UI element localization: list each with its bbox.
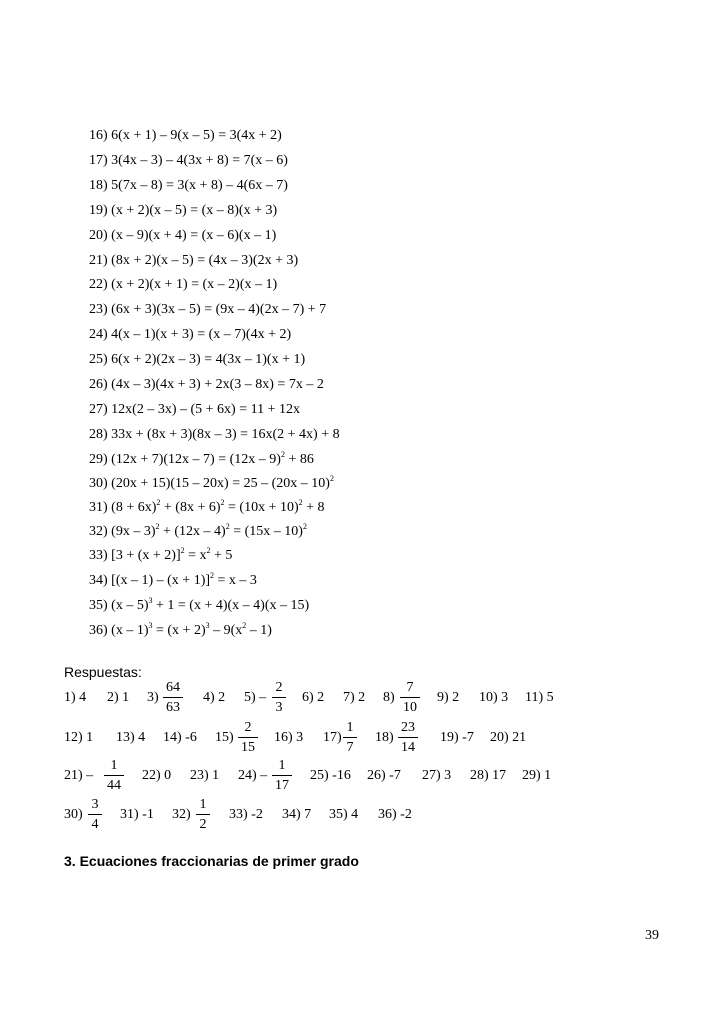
section-title: 3. Ecuaciones fraccionarias de primer grado	[64, 853, 359, 869]
answers-title: Respuestas:	[64, 664, 142, 680]
answer-34: 34) 7	[282, 807, 312, 822]
equation-33: 33) $[3 + (x + 2)]^2 = x^2 + 5$	[89, 546, 233, 563]
equation-24: 24) 4(x – 1)(x + 3) = (x – 7)(4x + 2)	[89, 327, 292, 342]
answer-23: 23) 1	[190, 768, 220, 783]
answer-18: 18)	[375, 730, 394, 745]
equation-23: 23) (6x + 3)(3x – 5) = (9x – 4)(2x – 7) + 7	[89, 302, 327, 317]
answer-8-fraction: 7 10	[400, 680, 420, 716]
answer-33: 33) -2	[229, 807, 263, 822]
answer-5-fraction: 2 3	[272, 680, 286, 716]
answer-21-fraction: 1 44	[104, 758, 124, 794]
answer-6: 6) 2	[302, 690, 325, 705]
equation-31: 31) $(8 + 6x)^2 + (8x + 6)^2 = (10x + 10)^2 + 8$	[89, 498, 325, 515]
answer-18-fraction: 23 14	[398, 720, 418, 756]
answer-30: 30)	[64, 807, 83, 822]
answer-29: 29) 1	[522, 768, 552, 783]
answer-11: 11) 5	[525, 690, 554, 705]
answer-24-fraction: 1 17	[272, 758, 292, 794]
answer-4: 4) 2	[203, 690, 226, 705]
answer-9: 9) 2	[437, 690, 460, 705]
answer-15: 15)	[215, 730, 234, 745]
equation-21: 21) (8x + 2)(x – 5) = (4x – 3)(2x + 3)	[89, 253, 299, 268]
answer-25: 25) -16	[310, 768, 351, 783]
answer-31: 31) -1	[120, 807, 154, 822]
answer-26: 26) -7	[367, 768, 401, 783]
answer-10: 10) 3	[479, 690, 509, 705]
equation-22: 22) (x + 2)(x + 1) = (x – 2)(x – 1)	[89, 277, 278, 292]
answer-5: 5) –	[244, 690, 267, 705]
equation-26: 26) (4x – 3)(4x + 3) + 2x(3 – 8x) = 7x – 2	[89, 377, 324, 392]
answer-21: 21) –	[64, 768, 94, 783]
equation-20: 20) (x – 9)(x + 4) = (x – 6)(x – 1)	[89, 228, 277, 243]
answer-16: 16) 3	[274, 730, 304, 745]
equation-18: 18) 5(7x – 8) = 3(x + 8) – 4(6x – 7)	[89, 178, 288, 193]
answer-35: 35) 4	[329, 807, 359, 822]
answer-3: 3)	[147, 690, 159, 705]
answer-15-fraction: 2 15	[238, 720, 258, 756]
equation-16: 16) 6(x + 1) – 9(x – 5) = 3(4x + 2)	[89, 128, 282, 143]
equation-36: 36) $(x - 1)^3 = (x + 2)^3 - 9(x^2 - 1)$	[89, 621, 272, 638]
answer-13: 13) 4	[116, 730, 146, 745]
answer-32-fraction: 1 2	[196, 797, 210, 833]
answer-17-fraction: 1 7	[343, 720, 357, 756]
answer-24: 24) –	[238, 768, 268, 783]
answer-7: 7) 2	[343, 690, 366, 705]
equation-29: 29) (12x + 7)(12x – 7) = (12x – 9)$^2$ + 86	[89, 450, 314, 467]
page-number: 39	[645, 928, 659, 943]
answer-30-fraction: 3 4	[88, 797, 102, 833]
answer-27: 27) 3	[422, 768, 452, 783]
equation-35: 35) (x – 5)$^3$ + 1 = (x + 4)(x – 4)(x – 15)	[89, 596, 310, 613]
answer-28: 28) 17	[470, 768, 507, 783]
answer-1: 1) 4	[64, 690, 87, 705]
answer-2: 2) 1	[107, 690, 130, 705]
answer-32: 32)	[172, 807, 191, 822]
equation-30: 30) (20x + 15)(15 – 20x) = 25 – (20x – 10)$^2$	[89, 474, 334, 491]
answer-36: 36) -2	[378, 807, 412, 822]
equation-25: 25) 6(x + 2)(2x – 3) = 4(3x – 1)(x + 1)	[89, 352, 306, 367]
answer-20: 20) 21	[490, 730, 527, 745]
equation-19: 19) (x + 2)(x – 5) = (x – 8)(x + 3)	[89, 203, 278, 218]
equation-34: 34) $[(x - 1) - (x + 1)]^2 = x - 3$	[89, 571, 257, 588]
equation-28: 28) 33x + (8x + 3)(8x – 3) = 16x(2 + 4x) + 8	[89, 427, 340, 442]
answer-22: 22) 0	[142, 768, 172, 783]
answer-17: 17)	[323, 730, 342, 745]
answer-8: 8)	[383, 690, 395, 705]
answer-19: 19) -7	[440, 730, 474, 745]
equation-17: 17) 3(4x – 3) – 4(3x + 8) = 7(x – 6)	[89, 153, 288, 168]
answer-3-fraction: 64 63	[163, 680, 183, 716]
equation-32: 32) (9x – 3)$^2$ + (12x – 4)$^2$ = (15x – 10)$^2$	[89, 522, 307, 539]
answer-14: 14) -6	[163, 730, 197, 745]
answer-12: 12) 1	[64, 730, 94, 745]
equation-27: 27) 12x(2 – 3x) – (5 + 6x) = 11 + 12x	[89, 402, 300, 417]
